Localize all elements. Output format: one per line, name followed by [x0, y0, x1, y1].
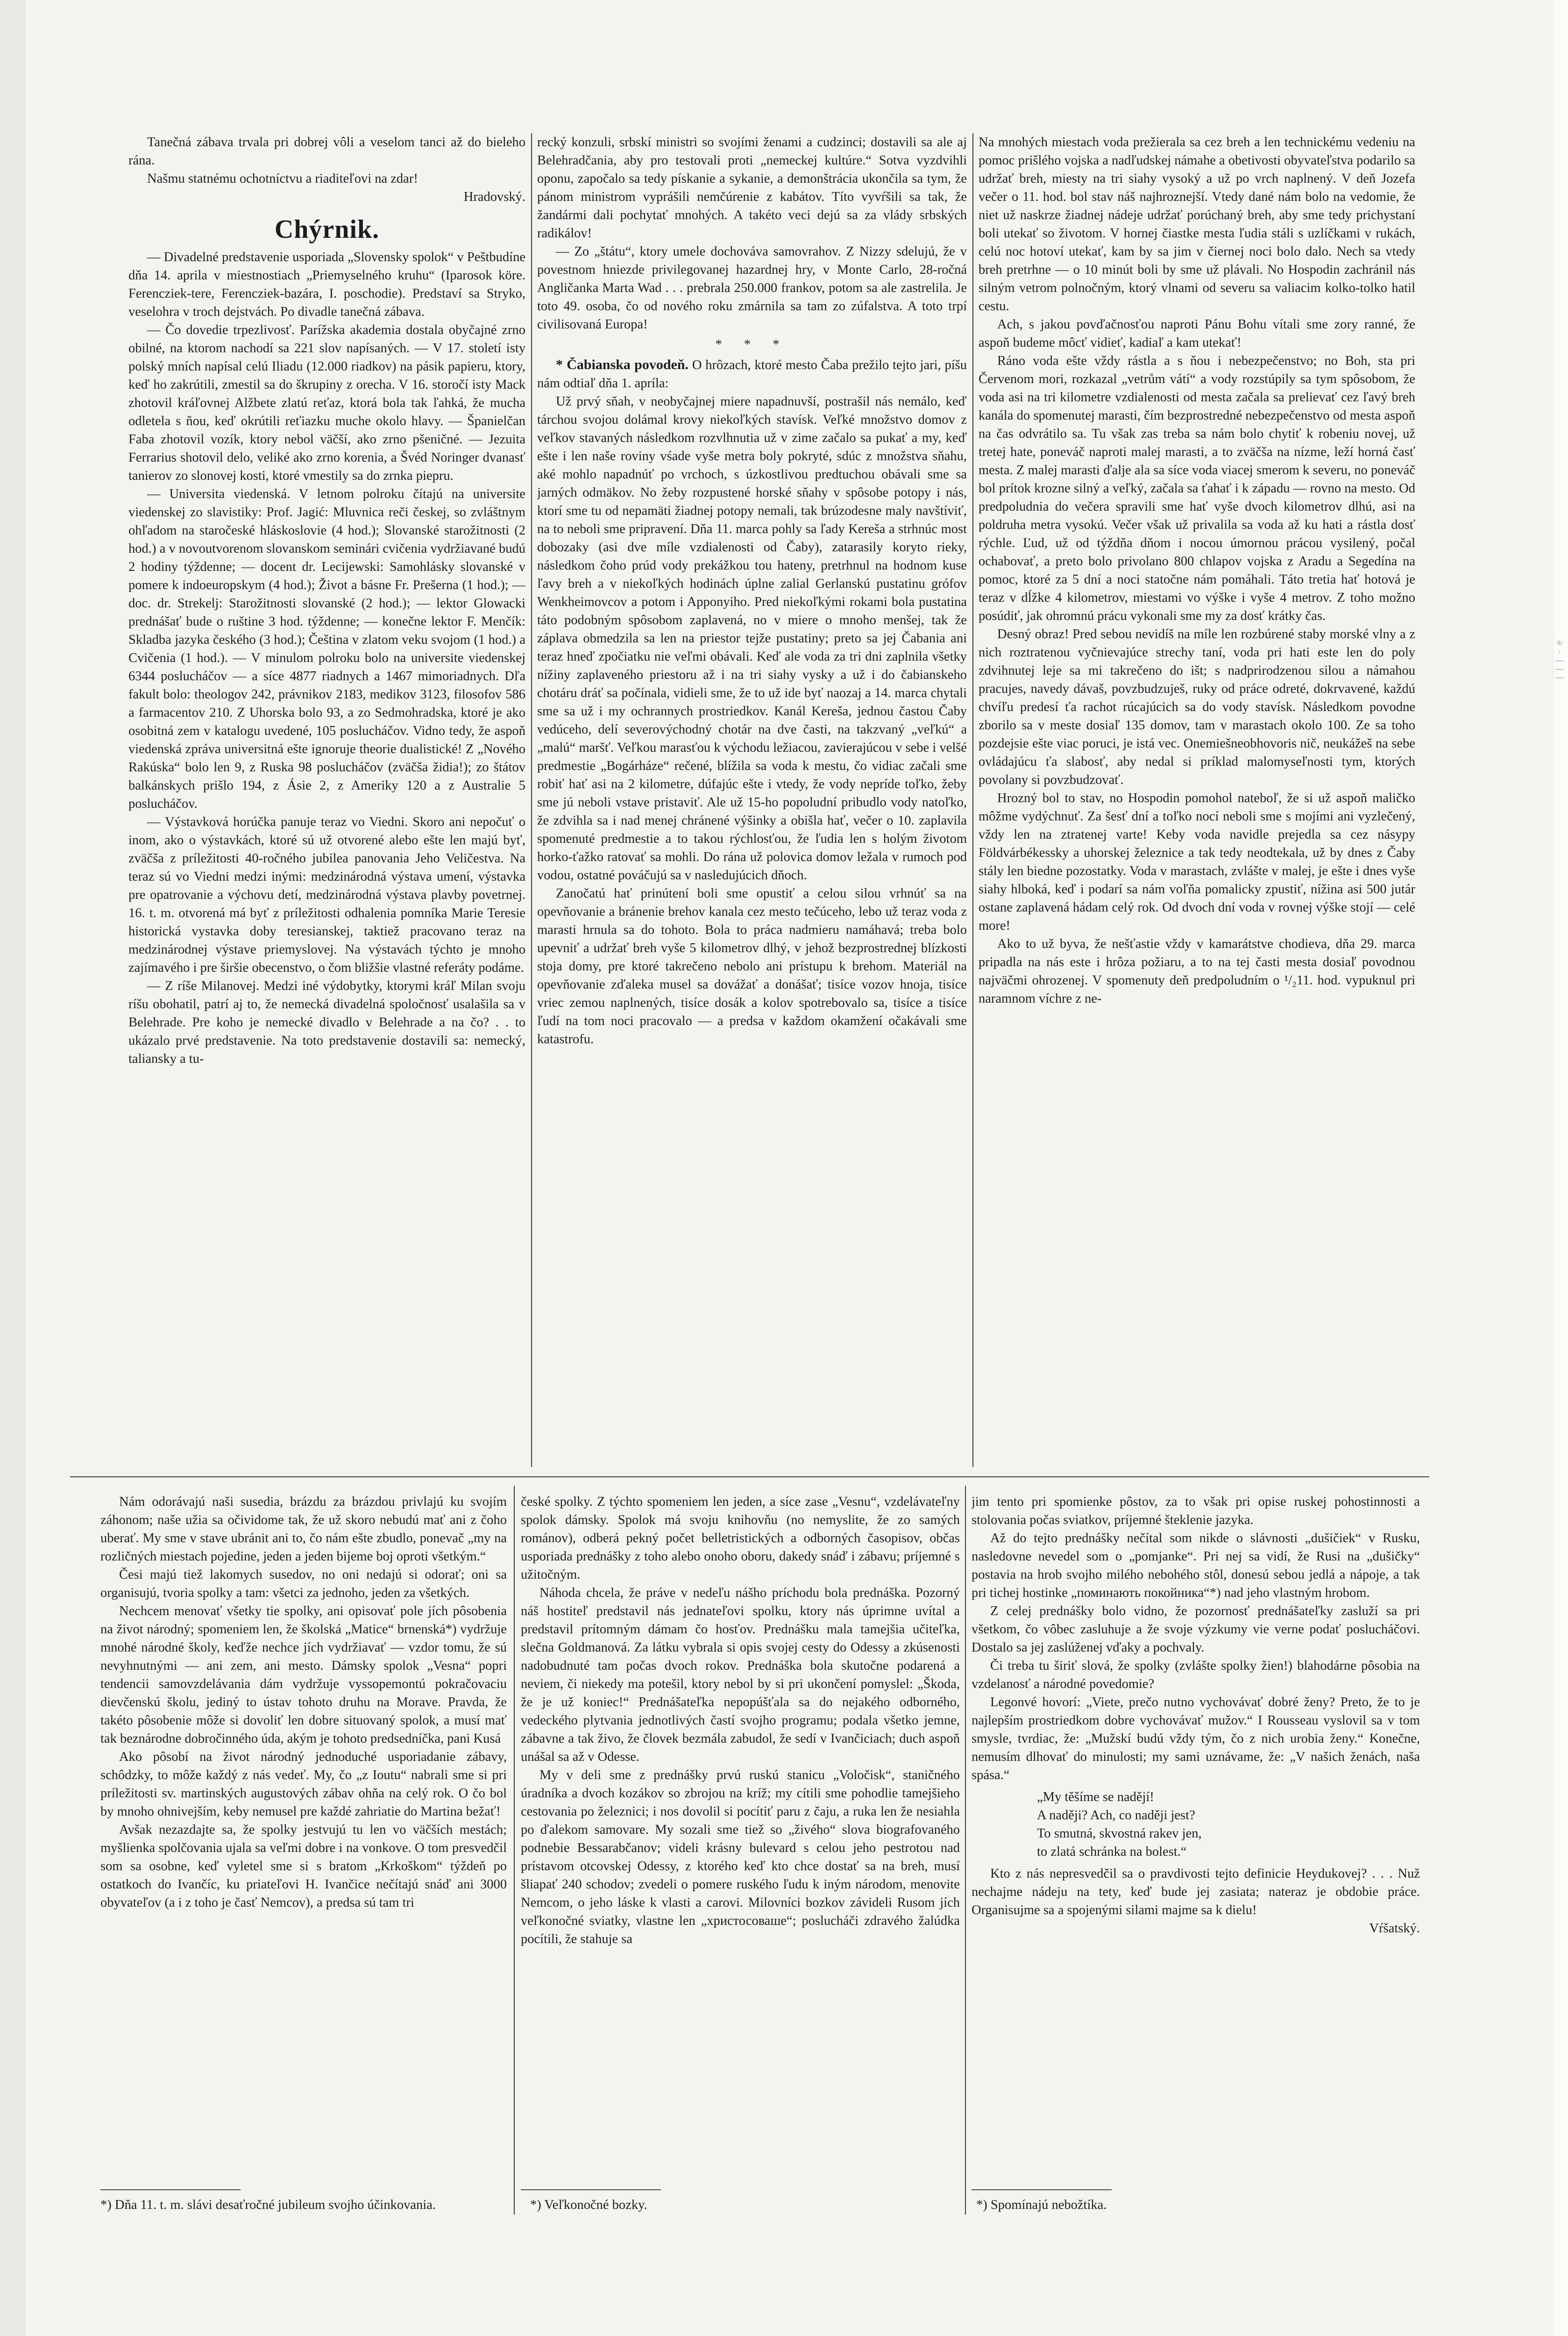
- paragraph: Ach, s jakou povďačnosťou naproti Pánu Bohu vítali sme zory ranné, že aspoň budeme môcť vidieť, kadiaľ a kam utekať!: [979, 317, 1415, 350]
- signature: Hradovský.: [463, 190, 525, 204]
- column-bottom-3: [972, 1493, 1420, 2184]
- paragraph: recký konzuli, srbskí ministri so svojími ženami a cudzinci; dostavili sa ale aj Belehradčania, aby pro testovali proti „nemeckej kultúre.“ Sotva vyzdvihli oponu, započalo sa tedy pískanie a sykanie, a demonštrácia ukončila sa tym, že pánom ministrom vyprášili nemčúrenie z kabátov. Títo vyvŕšili sa tak, že žandármi dali pochytať mnohých. A takéto veci dejú sa za vlády srbských radikálov!: [537, 135, 967, 241]
- paragraph: Našmu statnému ochotníctvu a riaditeľovi na zdar!: [147, 171, 418, 186]
- paragraph: Nám odorávajú naši susedia, brázdu za brázdou privlajú ku svojím záhonom; naše užia sa očividome tak, že už skoro nebudú mať ani z čoho uberať. My sme v stave ubránit ani to, čo nám ešte zbudlo, ponevač „my na rozličných miestach pojedine, jeden a jeden bijeme boj oproti všetkým.“: [100, 1495, 507, 1564]
- paragraph: české spolky. Z týchto spomeniem len jeden, a síce zase „Vesnu“, vzdelávateľny spolok dámsky. Spolok má svoju knihovňu (no nemyslite, že zo samých románov), odberá pekný počet belletristických a odborných časopisov, občas usporiada prednášky z toho alebo onoho oboru, dakedy snáď i zábavu; príjemné s užitočným.: [521, 1495, 960, 1582]
- paragraph: Hrozný bol to stav, no Hospodin pomohol nateboľ, že si už aspoň maličko môžme vydýchnuť. Za šesť dní a toľko nocí neboli sme s mojími ani vyzlečený, vždy len na ztratenej varte! Keby voda navidle prejedla sa cez násypy Földvárbékessky a uhorskej železnice a tak tedy neodtekala, už by dnes z Čaby stály len biedne pozostatky. Voda v marastach, zvlášte v malej, je ešte i dnes vyše siahy hlboká, keď i podarí sa nám voľňa pomalicky zpustiť, nížina asi 500 jutár ostane zaplavená hádam celý rok. Od dvoch dní voda v rovnej výške stojí — celé more!: [979, 791, 1415, 933]
- margin-mark: ǝ-|||: [1555, 640, 1565, 685]
- poem-line: To smutná, skvostná rakev jen,: [1037, 1826, 1202, 1841]
- news-item: — Výstavková horúčka panuje teraz vo Viedni. Skoro ani nepočuť o inom, ako o výstavkách, ktoré sú už otvorené alebo ešte len majú byť, zväčša z príležitosti 40-ročného jubilea panovania Jeho Veličestva. Na teraz sú vo Viedni medzi inými: medzinárodná výstava umení, výstavka pre opatrovanie a výchovu detí, medzinárodná výstava plavby povetrnej. 16. t. m. otvorená má byť z príležitosti odhalenia pomníka Marie Teresie historická vystavka doby teresianskej, taktiež pracovano teraz na medzinárodnej výstave priemyslovej. Na výstavách týchto je mnoho zajímavého i pre širšie obecenstvo, o čom bližšie vlastné referáty podáme.: [128, 815, 525, 975]
- paragraph: Na mnohých miestach voda prežierala sa cez breh a len technickému vedeniu na pomoc prišlého vojska a nadľudskej námahe a obetivosti obyvateľstva podarilo sa udržať breh, miesty na tri siahy vysoký a už po vrch naplnený. V deň Jozefa večer o 11. hod. bol stav náš najhroznejší. Vtedy dané nám bolo na vedomie, že niet už naskrze žiadnej nádeje udržať porúchaný breh, aby sme tedy prichystaní boli utekať so životom. V hornej čiastke mesta ľudia stáli s uzlíčkami v rukách, celú noc hotoví utekať, kam by sa jim v čiernej noci bolo dalo. Nech sa vtedy breh pretrhne — o 10 minút boli by sme už plávali. No Hospodin zachránil nás silným vetrom polnočným, ktorý vlnami od severu sa valiacim kolko-tolko hatil cestu.: [979, 135, 1415, 313]
- paragraph: Náhoda chcela, že práve v nedeľu nášho príchodu bola prednáška. Pozorný náš hostiteľ predstavil nás jednateľovi spolku, ktory nás úprimne uvítal a predstavil prítomným dámam čo hosťov. Prednášku mala tamejšia učiteľka, slečna Goldmanová. Za látku vybrala si opis svojej cesty do Odessy a zkúsenosti nadobudnuté tam počas dvoch rokov. Prednáška bola skutočne podarená a neviem, či niekedy ma potešil, ktory nebol by si pri ukončení pomyslel: „Škoda, že je už koniec!“ Prednášateľka nepopúšťala sa do nejakého odborného, vedeckého plytvania jednotlivých častí svojho programu; podala všetko jemne, zábavne a tak živo, že človek bezmála zabudol, že sedí v Ivančiciach; duch aspoň unášal sa až v Odesse.: [521, 1586, 960, 1764]
- paragraph: Z celej prednášky bolo vidno, že pozornosť prednášateľky zasluží sa pri všetkom, čo vôbec zasluhuje a že svoje výzkumy vie verne podať poslucháčovi. Dostalo sa jej zaslúženej vďaky a pochvaly.: [972, 1604, 1420, 1655]
- column-top-3: [979, 133, 1415, 1467]
- column-rule: [965, 1486, 966, 2215]
- news-item: — Z ríše Milanovej. Medzi iné výdobytky, ktorymi kráľ Milan svoju ríšu obohatil, patrí aj to, že nemecká divadelná spoločnosť usalašila sa v Belehrade. Pre koho je nemecké divadlo v Belehrade a na čo? . . to ukázalo prvé predstavenie. Na toto predstavenie dostavili sa: nemecký, taliansky a tu-: [128, 979, 525, 1066]
- paragraph: Ráno voda ešte vždy rástla a s ňou i nebezpečenstvo; no Boh, sta pri Červenom mori, rozkazal „vetrům vátí“ a vody rozstúpily sa tym spôsobom, že voda asi na tri kilometre vzdialenosti od mesta začala sa prelievať cez ľavý breh kanála do spomenutej marasti, čím bezprostredné nebezpečenstvo od mesta aspoň na čas odvrátilo sa. Tu však zas treba sa nám bolo chytiť k robeniu novej, už tretej hate, poneváč naproti malej marasti, a to zväčša na nízme, leží horná časť mesta. Z malej marasti ďalje ala sa síce voda viacej smerom k severu, no poneváč bol prítok krozne silný a veľký, začala sa ťahať i k západu — rovno na mesto. Od predpoludnia do večera spravili sme hať vyše dvoch kilometrov dlhú, asi na poldruha metra vysokú. Večer však už privalila sa voda až ku hati a rástla dosť rýchle. Ľud, už od týždňa dňom i nocou úmornou prácou vysilený, počal ochabovať, a preto bolo privolano 800 chlapov vojska z Aradu a Segedína na pomoc, ktoré za 5 dní a noci statočne nám pomáhali. Táto tretia hať hotová je teraz v dĺžke 4 kilometrov, miestami vo výške i vyše 4 metrov. Z toho možno posúdiť, jak ohromnú prácu vykonali sme my za dosť krátky čas.: [979, 354, 1415, 623]
- paragraph: Či treba tu širiť slová, že spolky (zvlášte spolky žien!) blahodárne pôsobia na vzdelanosť a národné povedomie?: [972, 1659, 1420, 1691]
- news-item: — Universita viedenská. V letnom polroku čítajú na universite viedenskej zo slavistiky: Prof. Jagić: Mluvnica reči českej, so zvláštnym ohľadom na staročeské hláskoslovie (4 hod.); Slovanské starožitnosti (2 hod.) a v novoutvorenom slovanskom seminári cvičenia vydržiavané budú 2 hodiny týždenne; — docent dr. Lecijewski: Samohlásky slovanské v pomere k indoeuropskym (4 hod.); Život a básne Fr. Prešerna (1 hod.); — doc. dr. Strekelj: Starožitnosti slovanské (2 hod.); — lektor Glowacki prednášať bude o ruštine 3 hod. týždenne; — konečne lektor F. Menčík: Skladba jazyka českého (3 hod.); Čeština v zlatom veku svojom (1 hod.) a Cvičenia (1 hod.). — V minulom polroku bolo na universite viedenskej 6344 poslucháčov — a síce 4877 riadnych a 1467 mimoriadnych. Dľa fakult bolo: theologov 242, právnikov 2183, medikov 3123, filosofov 586 a farmacentov 210. Z Uhorska bolo 93, a zo Sedmohradska, ktoré je ako osobitná zem v katalogu uvedené, 105 poslucháčov. Vidno tedy, že aspoň viedenská zpráva universitná ešte ignoruje theorie dualistické! Z „Nového Rakúska“ bolo len 9, z Ruska 98 poslucháčov (zväčša židia!); zo štátov balkánskych prišlo 194, z Ásie 2, z Ameriky 120 a z Australie 5 poslucháčov.: [128, 487, 525, 811]
- poem-line: A naději? Ach, co naději jest?: [1037, 1808, 1195, 1823]
- news-item: — Čo dovedie trpezlivosť. Parížska akademia dostala obyčajné zrno obilné, na ktorom nachodí sa 221 slov napísaných. — V 17. století isty polský mních napísal celú Iliadu (12.000 riadkov) na pásik papieru, ktory, keď ho zakrútili, zmestil sa do škrupiny z orecha. V 16. storočí isty Mack zhotovil kráľovnej Alžbete zlatú reťaz, ktorá bola tak ľahká, že mucha odletela s ňou, keď okrútili reťiazku muche okolo hlavy. — Španielčan Faba zhotovil vozík, ktory nebol väčší, ako zrno pšeničné. — Jezuita Ferrarius shotovil delo, veliké ako zrno korenia, a Švéd Noringer dvanasť tanierov zo slonovej kosti, ktoré vmestily sa do zrnka piepru.: [128, 323, 525, 483]
- paragraph: Nechcem menovať všetky tie spolky, ani opisovať pole jích pôsobenia na život národný; spomeniem len, že školská „Matice“ brnenská*) vydržuje mnohé národné školy, keďže nechce jích vydržiavať — vzdor tomu, že sú nevyhnutnými — ani zem, ani mesto. Dámsky spolok „Vesna“ popri tendencii samovzdelávania dám vydržuje vyssopemontú pokračovaciu dievčenskú školu, jediný to ústav tohoto druhu na Morave. Pravda, že takéto pôsobenie môže si dovoliť len dobre situovaný spolok, a musí mať tak beznárodne dobročinného úda, akým je tohoto predsedníčka, pani Kusá: [100, 1604, 507, 1746]
- column-top-2: [537, 133, 967, 1467]
- page-right-edge: [1554, 0, 1568, 2336]
- paragraph: Kto z nás nepresvedčil sa o pravdivosti tejto definicie Heydukovej? . . . Nuž nechajme nádeju na tety, keď bude jej zasiata; nateraz je obdobie práce. Organisujme sa a spojenými silami majme sa k dielu!: [972, 1866, 1420, 1917]
- footnote-rule: [100, 2189, 241, 2190]
- page-left-edge: [0, 0, 26, 2336]
- poem-quote: [1037, 1788, 1420, 1861]
- paragraph: Ako pôsobí na život národný jednoduché usporiadanie zábavy, schôdzky, to môže každý z nás vedeť. My, čo „z Ioutu“ nabrali sme si pri príležitosti sv. martinských augustových zábav ohňa na celý rok. O čo bol by mnoho ohnivejším, keby nemusel pre každé zahriatie do Martina bežať!: [100, 1750, 507, 1819]
- footnote: *) Veľkonočné bozky.: [530, 2198, 647, 2212]
- paragraph: Tanečná zábava trvala pri dobrej vôli a veselom tanci až do bieleho rána.: [128, 135, 525, 168]
- article-heading-cabianska-povoden: * Čabianska povodeň.: [556, 357, 689, 372]
- poem-line: „My těšíme se nadějí!: [1037, 1790, 1154, 1804]
- paragraph: Legonvé hovorí: „Viete, prečo nutno vychovávať dobré ženy? Preto, že to je najlepším prostriedkom dobre vychovávať mužov.“ I Rousseau vyslovil sa v tom smysle, tvrdiac, že: „Mužskí budú vždy tým, čo z nich urobia ženy.“ Konečne, nemusím dlhovať do minulosti; my sami uznávame, že: „V našich ženách, naša spása.“: [972, 1695, 1420, 1782]
- paragraph: Avšak nezazdajte sa, že spolky jestvujú tu len vo väčších mestách; myšlienka spolčovania ujala sa veľmi dobre i na vonkove. O tom presvedčil som sa osobne, keď vyletel sme si s bratom „Krkoškom“ týždeň po ostatkoch do Ivančíc, ku priateľovi H. Ivančice nečítajú snáď ani 3000 obyvateľov (a i z toho je časť Nemcov), a predsa sú tam tri: [100, 1823, 507, 1910]
- separator-stars: * * *: [715, 337, 789, 352]
- column-bottom-2: [521, 1493, 960, 2184]
- footnote-rule: [972, 2189, 1112, 2190]
- paragraph: My v deli sme z prednášky prvú ruskú stanicu „Voločisk“, staničného úradníka a dvoch kozákov so zbrojou na kríž; my cítili sme pohodlie tamejšieho cestovania po železnici; i nos dovolil si pocítiť paru z čaju, a ruka len že nesiahla po ďalekom samovare. My sozali sme tiež so „živého“ slova biografovaného podnebie Bessarabčanov; videli krásny bulevard s celou jeho pestrotou nad prístavom otcovskej Odessy, z ktorého keď kto chce dostať sa na breh, musí šliapať 240 schodov; zvedeli o pomere ruského ľudu k iným národom, menovite Nemcom, o jeho láske k vlasti a carovi. Milovníci bozkov závideli Rusom jích veľkonočné sviatky, vlastne len „христосоваше“; poslucháči zdravého žalúdka pocítili, že stahuje sa: [521, 1768, 960, 1946]
- column-rule: [972, 133, 973, 1467]
- footnote-rule: [521, 2189, 661, 2190]
- paragraph: Zanočatú hať prinútení boli sme opustiť a celou silou vrhnúť sa na opevňovanie a bránenie brehov kanala cez mesto tečúceho, lebo už teraz voda z marasti hrnula sa do tohoto. Bola to práca nadmieru namáhavá; treba bolo upevniť a udržať breh vyše 5 kilometrov dlhý, v jehož bezprostrednej blízkosti stoja domy, pre ktoré takrečeno nebolo ani prístupu k brehom. Materiál na opevňovanie zďaleka musel sa dovážať a donášať; tisíce vozov hnoja, tisíce vriec zemou naplnených, tisíce dosák a kolov spotrebovalo sa, tisíce a tisíce ľudí na tom noci pracovalo — a predsa v každom okamžení očakávali sme katastrofu.: [537, 886, 967, 1047]
- news-item: — Divadelné predstavenie usporiada „Slovensky spolok“ v Peštbudíne dňa 14. aprila v miestnostiach „Priemyselného kruhu“ (Iparosok köre. Ferencziek-tere, Ferencziek-bazára, I. poschodie). Predstaví sa Stryko, veselohra v troch dejstvách. Po divadle tanečná zábava.: [128, 250, 525, 319]
- paragraph: — Zo „štátu“, ktory umele dochováva samovrahov. Z Nizzy sdelujú, že v povestnom hniezde privilegovanej hazardnej hry, v Monte Carlo, 28-ročná Angličanka Marta Wad . . . prebrala 250.000 frankov, potom sa ale zastrelila. Je toto 49. osoba, čo od nového roku zmárnila sa tam zo zúfalstva. A toto trpí civilisovaná Europa!: [537, 244, 967, 332]
- column-rule: [514, 1486, 515, 2215]
- footnote: *) Dňa 11. t. m. slávi desaťročné jubileum svojho účinkovania.: [100, 2198, 436, 2212]
- poem-line: to zlatá schránka na bolest.“: [1037, 1845, 1187, 1859]
- column-top-1: [128, 133, 525, 1467]
- section-divider: [70, 1476, 1429, 1477]
- paragraph: jim tento pri spomienke pôstov, za to však pri opise ruskej pohostinnosti a stolovania počas sviatkov, príjemné šteklenie jazyka.: [972, 1495, 1420, 1527]
- paragraph: Desný obraz! Pred sebou nevidíš na míle len rozbúrené staby morské vlny a z nich roztratenou vyčnievajúce strechy taní, voda pri hati este len do poly zdvihnutej leje sa mi takrečeno do išt; s nadprirodzenou silou a námahou pracujes, navedy dávaš, povzbudzuješ, ruky od práce odreté, dokrvavené, každú chvíľu predesí ťa rachot rúcajúcich sa do vody stavísk. Následkom povodne zborilo sa v meste dosiaľ 135 domov, tam v marastach okolo 100. Ze sa toho pozdejsie ešte viac poruci, je istá vec. Onemiešneobhovoris nič, neukážeš na sebe ovládajúcu ťa slabosť, aby nedal si príklad malomyseľnosti tym, ktorých povolany si povzbudzovať.: [979, 627, 1415, 787]
- paragraph: Až do tejto prednášky nečítal som nikde o slávnosti „dušičiek“ v Rusku, nasledovne nevedel som o „pomjanke“. Pri nej sa vidí, že Rusi na „dušičky“ postavia na hrob svojho milého nebohého stôl, donesú sebou jedlá a nápoje, a tak pri tichej hostinke „поминають покойника“*) nad jeho vlastným hrobom.: [972, 1531, 1420, 1600]
- signature: Vŕšatský.: [1369, 1921, 1420, 1936]
- paragraph: Ako to už byva, že nešťastie vždy v kamarátstve chodieva, dňa 29. marca pripadla na nás este i hrôza požiaru, a to na tej časti mesta dosiaľ povodnou najväčmi ohrozenej. V spomenuty deň predpoludním o ¹/₂11. hod. vypuknul pri naramnom víchre z ne-: [979, 937, 1415, 1006]
- paragraph: Česi majú tiež lakomych susedov, no oni nedajú si odorať; oni sa organisujú, tvoria spolky a tam: všetci za jednoho, jeden za všetkých.: [100, 1567, 507, 1600]
- section-heading-chyrnik: Chýrnik.: [274, 215, 380, 244]
- column-rule: [531, 133, 532, 1467]
- column-bottom-1: [100, 1493, 507, 2184]
- article-lead: O hrôzach, ktoré mesto Čaba prežilo tejto jari, píšu nám odtiaľ dňa 1. apríla:: [537, 358, 967, 391]
- footnote: *) Spomínajú nebožtíka.: [976, 2198, 1107, 2212]
- paragraph: Už prvý sňah, v neobyčajnej miere napadnuvší, postrašil nás nemálo, keď tárchou svojou dolámal krovy niekoľkých stavísk. Veľké množstvo domov z veľkov stavaných následkom rozvlhnutia už v zime začalo sa pukať a my, keď ešte i len naše roviny vśade vyše metra boly pokryté, sdúc z množstva sňahu, aké mohlo napadnúť po vrchoch, s úzkostlivou predtuchou obávali sme sa jarných odmäkov. No žeby rozpustené horské sňahy v spôsobe potopy i nás, ktorí sme tu od nepamäti žiadnej potopy nemali, tak brúzodesne maly navštíviť, na to neboli sme pripravení. Dňa 11. marca pohly sa ľady Kereša a strhnúc most dobozaky (asi dve míle vzdialenosti od Čaby), zatarasily koryto rieky, následkom čoho prúd vody prekážkou tou hateny, pretrhnul na hodnom kuse ľavy breh a v niekoľkých hodinách úplne zalial Gerlanskú pustatinu grófov Wenkheimovcov a potom i Apponyiho. Pred niekoľkými rokami bola pustatina táto podobným spôsobom zaplavená, no v miere o mnoho menšej, tak že záplava obmedzila sa len na priestor tejže pustatiny; preto sa jej Čabania ani teraz hneď zpočiatku nie veľmi obávali. Keď ale voda za tri dni zaplnila všetky nížiny zaplaveného priestoru až i na tri siahy vysky a už i do čabianskeho chotáru dráť sa počínala, vidieli sme, že to už ide byť naozaj a 14. marca chytali sme sa už i my ochrannych prostriedkov. Kanál Kereša, jednou častou Čaby vedúceho, delí severovýchodný chotár na dve časti, na takzvaný „veľkú“ a „malú“ maršť. Veľkou marasťou k východu ležiacou, zavierajúcou v sebe i velšé predmestie „Bogárháze“ rečené, blížila sa voda k mestu, čo vidiac začali sme robiť hať asi na 2 kilometre, dúfajúc ešte i vtedy, že vody nepríde toľko, žeby sme jú neboli vstave pristaviť. Ale už 15-ho popoludní pribudlo vody natoľko, že zdvihla sa i nad menej chránené výšinky a obišla hať, večer o 10. zaplavila spomenuté predmestie a to takou rýchlosťou, že ľudia len s holým životom horko-ťažko ratovať sa mohli. Do rána už polovica domov ležala v rumoch pod vodou, ostatné pováčujú sa v nasledujúcich dňoch.: [537, 394, 967, 883]
